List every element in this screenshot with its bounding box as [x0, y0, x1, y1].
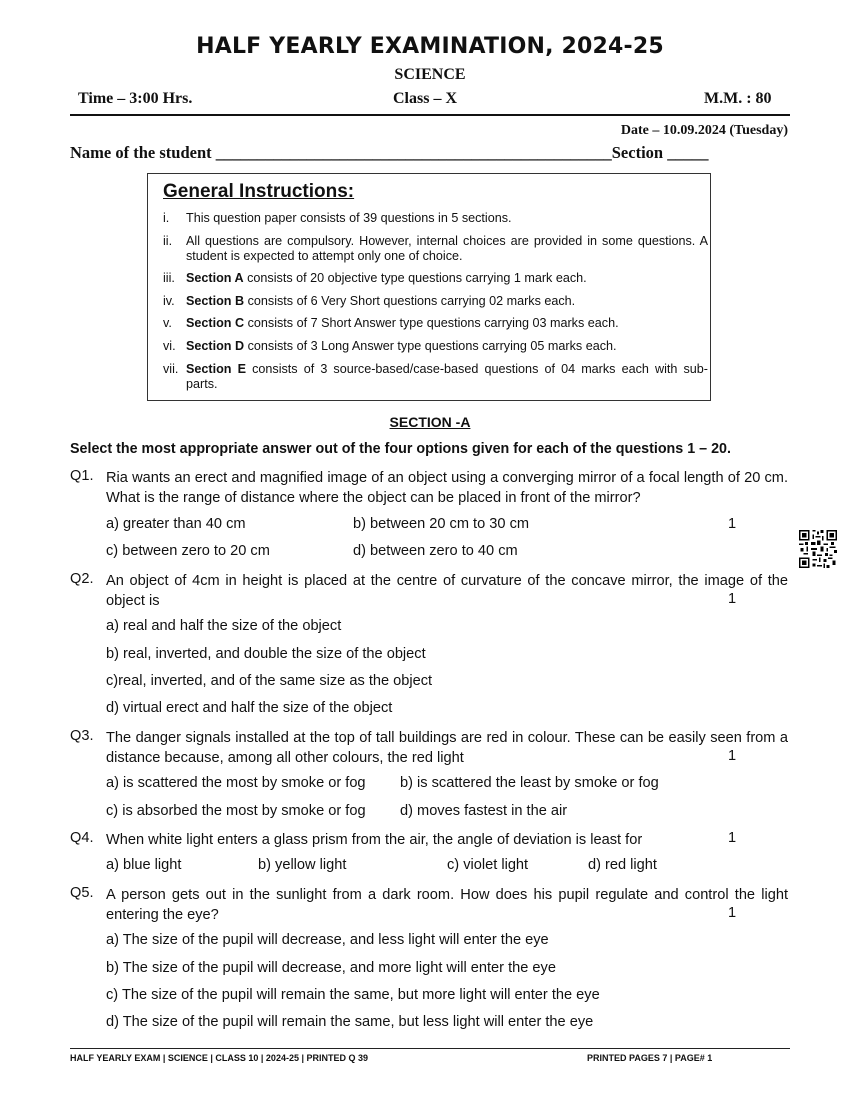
option-b: b) real, inverted, and double the size of the object	[106, 646, 426, 662]
instruction-item	[163, 362, 708, 392]
instruction-text: All questions are compulsory. However, internal choices are provided in some questions. A student is expected to attempt only one of choice.	[186, 233, 708, 263]
time-label: Time – 3:00 Hrs.	[78, 90, 193, 107]
footer-page-info: PRINTED PAGES 7 | PAGE# 1	[587, 1053, 713, 1063]
instruction-section-name: Section D	[186, 338, 245, 353]
question-marks: 1	[728, 516, 737, 532]
option-c: c) The size of the pupil will remain the same, but more light will enter the eye	[106, 987, 600, 1003]
instruction-number: v.	[163, 316, 172, 331]
question-marks: 1	[728, 830, 737, 846]
instructions-title: General Instructions:	[163, 181, 355, 202]
question-text: When white light enters a glass prism from the air, the angle of deviation is least for	[106, 832, 643, 848]
option-a: a) The size of the pupil will decrease, and less light will enter the eye	[106, 932, 549, 948]
instruction-number: vii.	[163, 361, 179, 376]
class-label: Class – X	[393, 90, 458, 107]
option-d: d) between zero to 40 cm	[353, 543, 518, 559]
section-blank: _____	[667, 143, 709, 162]
option-c: c) is absorbed the most by smoke or fog	[106, 803, 366, 819]
option-b: b) yellow light	[258, 857, 347, 873]
instruction-text: consists of 7 Short Answer type questions carrying 03 marks each.	[244, 316, 619, 331]
instruction-number: vi.	[163, 338, 176, 353]
max-marks-label: M.M. : 80	[704, 90, 772, 107]
instruction-section-name: Section E	[186, 361, 246, 376]
instruction-item	[163, 339, 708, 354]
question-text: Ria wants an erect and magnified image of an object using a converging mirror of a focal length of 20 cm. What is the range of distance where the object can be placed in front of the mirror?	[106, 470, 788, 506]
instruction-number: ii.	[163, 233, 173, 248]
question-number: Q3.	[70, 728, 94, 744]
option-b: b) The size of the pupil will decrease, and more light will enter the eye	[106, 960, 556, 976]
instruction-section-name: Section C	[186, 316, 245, 331]
instruction-text: This question paper consists of 39 questions in 5 sections.	[186, 211, 512, 225]
name-blank: ________________________________________________	[215, 143, 612, 162]
instruction-text: consists of 3 Long Answer type questions carrying 05 marks each.	[244, 338, 617, 353]
option-d: d) red light	[588, 857, 657, 873]
instruction-number: iv.	[163, 293, 175, 308]
footer-divider	[70, 1048, 790, 1049]
instruction-text: consists of 3 source-based/case-based questions of 04 marks each with sub-parts.	[186, 361, 708, 391]
instructions-list	[163, 211, 708, 399]
student-name-row	[70, 143, 708, 163]
question-number: Q4.	[70, 830, 94, 846]
instruction-item	[163, 316, 708, 331]
option-d: d) The size of the pupil will remain the same, but less light will enter the eye	[106, 1014, 594, 1030]
question-marks: 1	[728, 748, 737, 764]
exam-title: HALF YEARLY EXAMINATION, 2024-25	[196, 34, 664, 59]
option-d: d) moves fastest in the air	[400, 803, 568, 819]
question-text: The danger signals installed at the top of tall buildings are red in colour. These can be easily seen from a distance because, among all other colours, the red light	[106, 730, 788, 766]
option-a: a) blue light	[106, 857, 182, 873]
subject-heading: SCIENCE	[394, 66, 466, 83]
header-divider	[70, 114, 790, 116]
instruction-item	[163, 294, 708, 309]
footer-exam-info: HALF YEARLY EXAM | SCIENCE | CLASS 10 | 2024-25 | PRINTED Q 39	[70, 1053, 368, 1063]
question-text: An object of 4cm in height is placed at the centre of curvature of the concave mirror, the image of the object is	[106, 573, 788, 609]
instruction-item	[163, 234, 708, 264]
exam-date: Date – 10.09.2024 (Tuesday)	[620, 123, 788, 138]
question-number: Q5.	[70, 885, 94, 901]
instruction-number: iii.	[163, 271, 175, 286]
question-number: Q1.	[70, 468, 94, 484]
option-c: c)real, inverted, and of the same size as the object	[106, 673, 433, 689]
instruction-text: consists of 6 Very Short questions carrying 02 marks each.	[244, 293, 576, 308]
option-a: a) is scattered the most by smoke or fog	[106, 775, 366, 791]
question-text: A person gets out in the sunlight from a dark room. How does his pupil regulate and control the light entering the eye?	[106, 887, 788, 923]
option-a: a) greater than 40 cm	[106, 516, 246, 532]
general-instructions-box	[147, 173, 711, 401]
option-b: b) between 20 cm to 30 cm	[353, 516, 530, 532]
section-a-direction: Select the most appropriate answer out of the four options given for each of the questions 1 – 20.	[70, 441, 731, 457]
option-b: b) is scattered the least by smoke or fog	[400, 775, 659, 791]
question-marks: 1	[728, 905, 737, 921]
section-label: Section	[611, 143, 664, 162]
name-label: Name of the student	[70, 143, 212, 162]
instruction-text: consists of 20 objective type questions carrying 1 mark each.	[243, 271, 587, 286]
option-a: a) real and half the size of the object	[106, 618, 342, 634]
option-d: d) virtual erect and half the size of the object	[106, 700, 393, 716]
instruction-item	[163, 271, 708, 286]
section-a-heading: SECTION -A	[389, 414, 471, 430]
instruction-section-name: Section B	[186, 293, 245, 308]
option-c: c) violet light	[447, 857, 529, 873]
question-number: Q2.	[70, 571, 94, 587]
instruction-item	[163, 211, 708, 226]
question-marks: 1	[728, 591, 737, 607]
instruction-section-name: Section A	[186, 271, 244, 286]
option-c: c) between zero to 20 cm	[106, 543, 270, 559]
instruction-number: i.	[163, 211, 170, 225]
qr-code-icon	[799, 530, 837, 568]
